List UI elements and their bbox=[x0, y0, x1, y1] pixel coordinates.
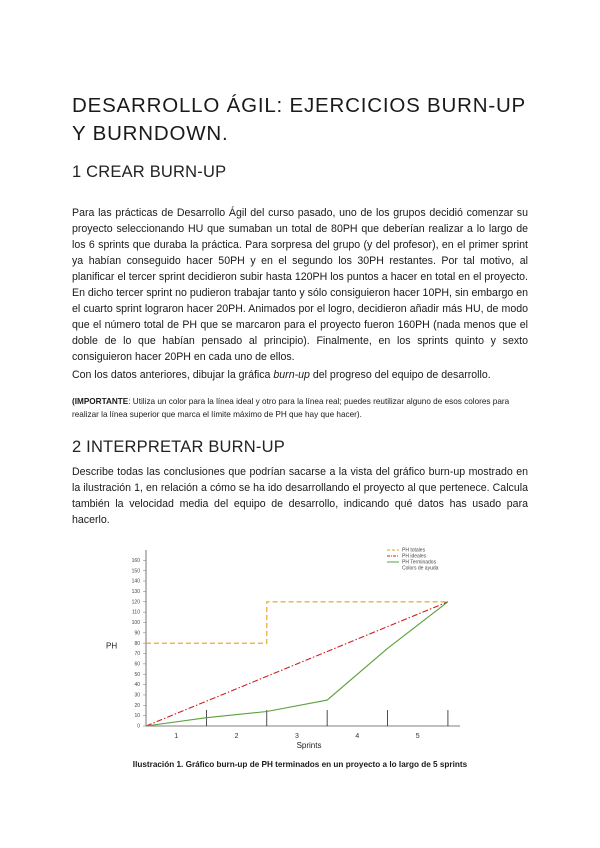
y-tick-label: 140 bbox=[131, 578, 140, 585]
y-tick-label: 130 bbox=[131, 589, 140, 596]
x-tick-label: 2 bbox=[234, 733, 239, 740]
instruction-text-after: del progreso del equipo de desarrollo. bbox=[309, 369, 491, 381]
section-1-instruction bbox=[72, 367, 528, 383]
y-tick-label: 20 bbox=[134, 702, 140, 709]
section-2-paragraph: Describe todas las conclusiones que podrían sacarse a la vista del gráfico burn-up mostrado en la ilustración 1, en relación a cómo se ha ido desarrollando el proyecto al que pertenece. Calcula también la velocidad media del equipo de desarrollo, indicando qué datos has usado para hacerlo. bbox=[72, 466, 528, 526]
important-note bbox=[72, 395, 528, 421]
legend-label: PH Terminados bbox=[402, 559, 437, 566]
instruction-text-before: Con los datos anteriores, dibujar la gráfica bbox=[72, 369, 274, 381]
y-tick-label: 50 bbox=[134, 671, 140, 678]
y-tick-label: 60 bbox=[134, 661, 140, 668]
y-tick-label: 100 bbox=[131, 620, 140, 627]
important-note-label: (IMPORTANTE bbox=[72, 397, 129, 406]
x-tick-label: 5 bbox=[415, 733, 420, 740]
section-2-heading: 2 INTERPRETAR BURN-UP bbox=[72, 438, 285, 456]
y-tick-label: 110 bbox=[132, 609, 140, 616]
burn-up-chart bbox=[100, 542, 500, 752]
legend-label: PH totales bbox=[402, 547, 426, 554]
y-tick-label: 90 bbox=[134, 630, 140, 637]
y-tick-label: 80 bbox=[134, 640, 140, 647]
instruction-emphasis: burn-up bbox=[273, 369, 310, 381]
important-note-text: : Utiliza un color para la línea ideal y otro para la línea real; puedes reutilizar alguno de esos colores para realizar la línea superior que marca el límite máximo de PH que hay que hacer). bbox=[72, 397, 510, 419]
x-axis-label: Sprints bbox=[296, 741, 322, 750]
y-tick-label: 160 bbox=[131, 557, 140, 564]
x-tick-label: 4 bbox=[355, 733, 360, 740]
document-title: DESARROLLO ÁGIL: EJERCICIOS BURN-UP Y BURNDOWN. bbox=[72, 94, 526, 145]
section-1-paragraph: Para las prácticas de Desarrollo Ágil del curso pasado, uno de los grupos decidió comenzar su proyecto seleccionando HU que sumaban un total de 80PH que deberían realizar a lo largo de los 6 sprints que duraba la práctica. Para sorpresa del grupo (y del profesor), en el primer sprint ya habían conseguido hacer 50PH y en el segundo los 30PH restantes. Por tal motivo, al planificar el tercer sprint decidieron subir hasta 120PH los puntos a hacer en total en el proyecto. En dicho tercer sprint no pudieron trabajar tanto y sólo consiguieron hacer 10PH, sin embargo en el cuarto sprint lograron hacer 20PH. Animados por el logro, decidieron añadir más HU, de modo que el número total de PH que se marcaron para el proyecto fueron 160PH (nada menos que el doble de lo que habían pensado al principio). Finalmente, en los sprints quinto y sexto consiguieron hacer 20PH en cada uno de ellos. bbox=[72, 207, 528, 363]
y-tick-label: 10 bbox=[134, 713, 140, 720]
y-tick-label: 150 bbox=[131, 568, 140, 575]
legend-label: PH ideales bbox=[402, 553, 427, 560]
y-tick-label: 30 bbox=[134, 692, 140, 699]
y-tick-label: 0 bbox=[137, 723, 140, 730]
x-tick-label: 3 bbox=[295, 733, 299, 740]
y-tick-label: 120 bbox=[131, 599, 140, 606]
section-1-heading: 1 CREAR BURN-UP bbox=[72, 163, 227, 181]
y-tick-label: 70 bbox=[134, 651, 140, 658]
y-tick-label: 40 bbox=[134, 682, 140, 689]
figure-caption: Ilustración 1. Gráfico burn-up de PH terminados en un proyecto a lo largo de 5 sprints bbox=[132, 760, 468, 769]
series-line-2 bbox=[146, 602, 448, 726]
y-axis-label: PH bbox=[106, 641, 118, 651]
x-tick-label: 1 bbox=[174, 733, 179, 740]
legend-extra-label: Colors de ayuda bbox=[402, 565, 439, 572]
